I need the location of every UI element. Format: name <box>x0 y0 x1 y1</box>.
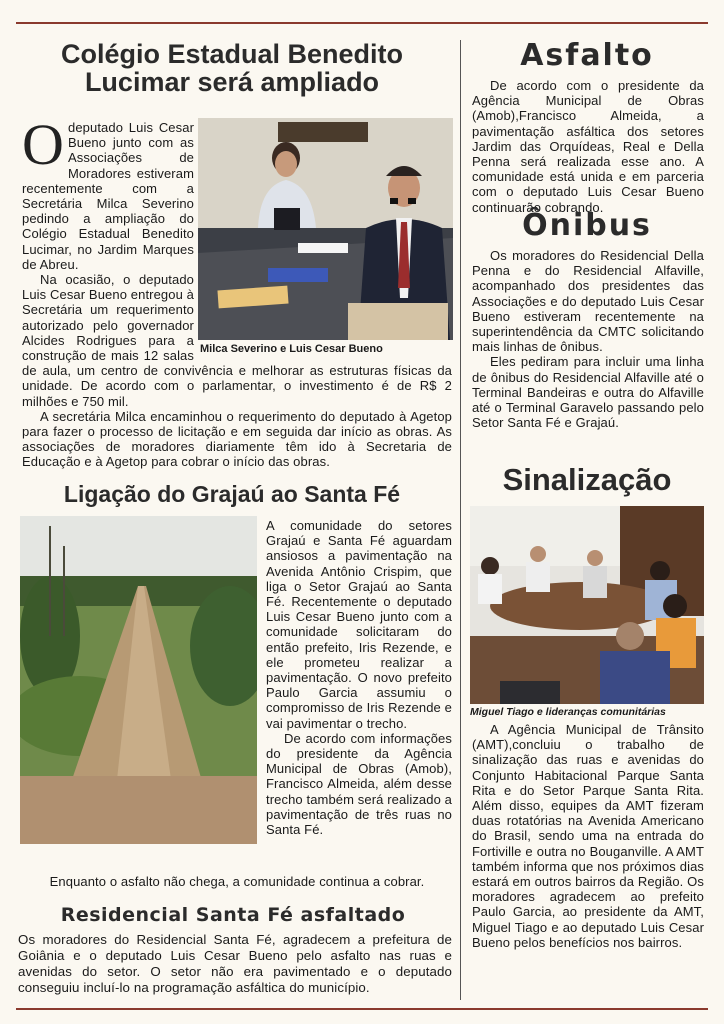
ligacao-paragraph-3: Enquanto o asfalto não chega, a comunidade continua a cobrar. <box>49 874 425 889</box>
colegio-title-line2: Lucimar será ampliado <box>84 67 380 98</box>
top-rule <box>16 22 708 24</box>
sinalizacao-photo <box>470 506 704 704</box>
colegio-paragraph-1: deputado Luis Cesar Bueno junto com as Associações de Moradores estiveram recentemente com a Secretária Milca Severino pedindo a ampliação do Colégio Estadual Benedito Lucimar, no Jardim Marques de Abreu. <box>22 120 194 272</box>
asfalto-paragraph-1: De acordo com o presidente da Agência Municipal de Obras (Amob),Francisco Almeida, a pavimentação asfáltica dos setores Jardim das Orquídeas, Real e Della Penna será realizada esse ano. A comunidade está unida e em parceria com o deputado Luis Cesar Bueno continuarão cobrando. <box>472 78 704 215</box>
sinalizacao-paragraph-1: A Agência Municipal de Trânsito (AMT),concluiu o trabalho de sinalização das ruas e avenidas do Conjunto Habitacional Parque Santa Rita e do Setor Parque Santa Rita. Além disso, equipes da AMT fizeram duas rotatórias na Avenida Americano do Brasil, sendo uma na entrada do Fortiville e outra no Bouganville. A AMT também informa que nos próximos dias estará em outros bairros da Região. Os moradores agradecem ao prefeito Paulo Garcia, ao presidente da AMT, Miguel Tiago e ao deputado Luis Cesar Bueno pelos benefícios nos bairros. <box>472 722 704 950</box>
column-divider <box>460 40 461 1000</box>
dirt-road-photo-illustration <box>20 516 257 844</box>
residencial-body <box>18 932 452 996</box>
asfalto-headline: Asfalto <box>520 38 654 73</box>
colegio-body <box>22 112 452 470</box>
ligacao-paragraph-1: A comunidade do setores Grajaú e Santa Fé aguardam ansiosos a pavimentação na Avenida Antônio Crispim, que liga o Setor Grajaú ao Santa Fé. Recentemente o deputado Luis Cesar Bueno junto com a comunidade solicitaram do então prefeito, Iris Rezende, e ele prometeu realizar a pavimentação. O novo prefeito Paulo Garcia assumiu o compromisso de Iris Rezende e vai pavimentar o trecho. <box>266 518 452 731</box>
asfalto-body <box>472 78 704 215</box>
onibus-headline: Ônibus <box>522 208 652 243</box>
ligacao-closing <box>22 874 452 889</box>
colegio-dropcap: O <box>22 112 64 177</box>
bottom-rule <box>16 1008 708 1010</box>
colegio-photo-caption: Milca Severino e Luis Cesar Bueno <box>200 343 383 355</box>
colegio-headline <box>22 40 442 97</box>
onibus-paragraph-1: Os moradores do Residencial Della Penna e do Residencial Alfaville, acompanhado dos presidentes das Associações e do deputado Luis Cesar Bueno estiveram recentemente na superintendência da CMTC solicitando mais linhas de ônibus. <box>472 248 704 355</box>
onibus-body <box>472 248 704 430</box>
meeting-room-photo-illustration <box>470 506 704 704</box>
onibus-paragraph-2: Eles pediram para incluir uma linha de ônibus do Residencial Alfaville até o Terminal Bandeiras e outra do Alfaville até o Terminal Garavelo passando pelo Setor Santa Fé e Grajaú. <box>472 354 704 431</box>
sinalizacao-photo-caption: Miguel Tiago e lideranças comunitárias <box>470 706 666 718</box>
residencial-headline: Residencial Santa Fé asfaltado <box>60 904 406 926</box>
sinalizacao-headline: Sinalização <box>502 462 672 497</box>
colegio-paragraph-2: Na ocasião, o deputado Luis Cesar Bueno entregou à Secretária um requerimento autorizado pelo governador Alcides Rodrigues para a construção de mais 12 salas de aula, um centro de convivência e melhorar as estruturas físicas da unidade. De acordo com o parlamentar, o investimento é de R$ 2 milhões e 750 mil. <box>22 272 452 409</box>
colegio-title-line1: Colégio Estadual Benedito <box>60 39 404 69</box>
ligacao-headline: Ligação do Grajaú ao Santa Fé <box>63 481 401 507</box>
ligacao-body <box>266 518 452 837</box>
ligacao-paragraph-2: De acordo com informações do presidente da Agência Municipal de Obras (Amob), Francisco Almeida, além desse trecho também será realizado a pavimentação de três ruas no Santa Fé. <box>266 730 452 838</box>
colegio-paragraph-3: A secretária Milca encaminhou o requerimento do deputado à Agetop para fazer o processo de licitação e em seguida dar início as obras. As associações de moradores diariamente têm ido à Secretaria de Educação e à Agetop para cobrar o início das obras. <box>22 408 452 470</box>
ligacao-photo <box>20 516 257 844</box>
sinalizacao-body <box>472 722 704 950</box>
residencial-paragraph-1: Os moradores do Residencial Santa Fé, agradecem a prefeitura de Goiânia e o deputado Luis Cesar Bueno pelo asfalto nas ruas e avenidas do setor. O setor não era pavimentado e o deputado conseguiu incluí-lo na programação asfáltica do município. <box>18 932 452 995</box>
